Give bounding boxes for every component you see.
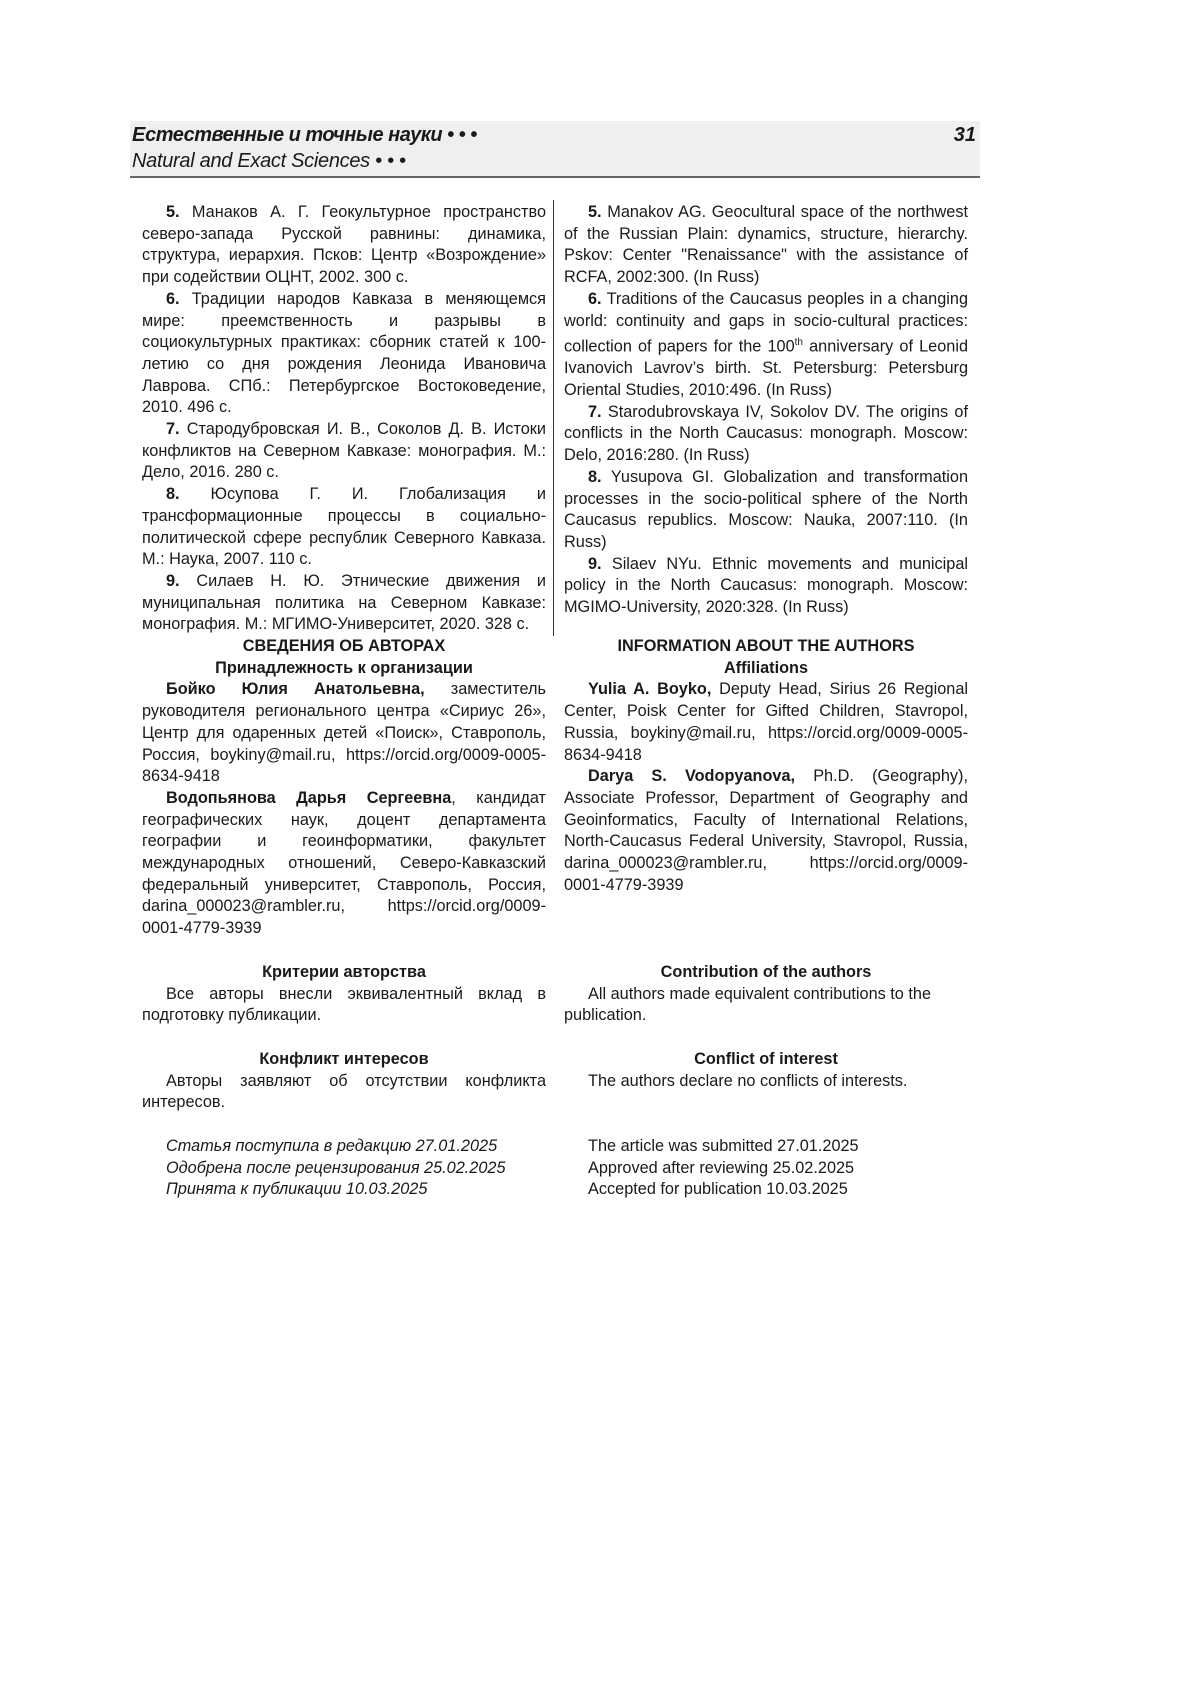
references-ru <box>142 202 546 636</box>
ref-number: 6. <box>166 290 180 308</box>
ref-text: Silaev NYu. Ethnic movements and municipal policy in the North Caucasus: monograph. Moscow: MGIMO-University, 2020:328. (In Russ) <box>564 555 968 616</box>
journal-page <box>0 0 1200 1697</box>
contribution-heading: Contribution of the authors <box>564 962 968 984</box>
ref-number: 7. <box>588 403 602 421</box>
author-name: Yulia A. Boyko, <box>588 680 711 698</box>
dates-ru <box>142 1136 546 1201</box>
section-title-en: Natural and Exact Sciences • • • <box>132 150 406 173</box>
author-name: Водопьянова Дарья Сергеевна <box>166 789 451 807</box>
ref-text: anniversary of Leonid Ivanovich Lavrov’s birth. St. Petersburg: Petersburg Oriental Studies, 2010:496. (In Russ) <box>564 338 968 399</box>
date-accepted: Принята к публикации 10.03.2025 <box>142 1179 546 1201</box>
ref-number: 9. <box>588 555 602 573</box>
ref-text: Стародубровская И. В., Соколов Д. В. Истоки конфликтов на Северном Кавказе: монография. М.: Дело, 2016. 280 с. <box>142 420 546 481</box>
ref-text: Силаев Н. Ю. Этнические движения и муниципальная политика на Северном Кавказе: монография. М.: МГИМО-Университет, 2020. 328 с. <box>142 572 546 633</box>
reference-item <box>142 202 546 289</box>
author-item <box>142 679 546 788</box>
ref-superscript: th <box>795 337 803 348</box>
ref-text: Юсупова Г. И. Глобализация и трансформационные процессы в социально-политической сфере республик Северного Кавказа. М.: Наука, 2007. 110 с. <box>142 485 546 568</box>
conflict-ru <box>142 1049 546 1114</box>
date-submitted: Статья поступила в редакцию 27.01.2025 <box>142 1136 546 1158</box>
author-details: Deputy Head, Sirius 26 Regional Center, Poisk Center for Gifted Children, Stavropol, Russia, boykiny@mail.ru, https://orcid.org/0009-0005-8634-9418 <box>564 680 968 763</box>
ref-text: Традиции народов Кавказа в меняющемся мире: преемственность и разрывы в социокультурных практиках: сборник статей к 100-летию со дня рождения Леонида Ивановича Лаврова. СПб.: Петербургское Востоковедение, 2010. 496 с. <box>142 290 546 417</box>
reference-item <box>142 289 546 419</box>
contribution-text: All authors made equivalent contributions to the publication. <box>564 984 968 1027</box>
reference-item <box>564 202 968 289</box>
author-name: Darya S. Vodopyanova, <box>588 767 795 785</box>
authors-heading: СВЕДЕНИЯ ОБ АВТОРАХ <box>142 636 546 658</box>
page-number: 31 <box>954 124 976 147</box>
reference-item <box>564 467 968 554</box>
author-details: Ph.D. (Geography), Associate Professor, Department of Geography and Geoinformatics, Faculty of International Relations, North-Caucasus Federal University, Stavropol, Russia, darina_000023@rambler.ru, https://orcid.org/0009-0001-4779-3939 <box>564 767 968 894</box>
conflict-text: Авторы заявляют об отсутствии конфликта интересов. <box>142 1071 546 1114</box>
conflict-heading: Conflict of interest <box>564 1049 968 1071</box>
conflict-heading: Конфликт интересов <box>142 1049 546 1071</box>
authors-en <box>564 636 968 896</box>
affiliations-heading: Принадлежность к организации <box>142 658 546 680</box>
reference-item <box>142 571 546 636</box>
ref-number: 8. <box>166 485 180 503</box>
ref-number: 6. <box>588 290 602 308</box>
section-title-ru: Естественные и точные науки • • • <box>132 124 477 147</box>
ref-number: 7. <box>166 420 180 438</box>
author-item <box>142 788 546 940</box>
contribution-en <box>564 962 968 1027</box>
date-approved: Одобрена после рецензирования 25.02.2025 <box>142 1158 546 1180</box>
ref-text: Traditions of the Caucasus peoples in a changing world: continuity and gaps in socio-cultural practices: collection of papers for the 100 <box>564 290 968 356</box>
column-divider <box>553 200 554 636</box>
ref-number: 9. <box>166 572 180 590</box>
authors-heading: INFORMATION ABOUT THE AUTHORS <box>564 636 968 658</box>
reference-item <box>142 419 546 484</box>
ref-text: Manakov AG. Geocultural space of the northwest of the Russian Plain: dynamics, structure, hierarchy. Pskov: Center "Renaissance" with the assistance of RCFA, 2002:300. (In Russ) <box>564 203 968 286</box>
contribution-ru <box>142 962 546 1027</box>
authors-ru <box>142 636 546 940</box>
date-approved: Approved after reviewing 25.02.2025 <box>564 1158 968 1180</box>
author-name: Бойко Юлия Анатольевна, <box>166 680 425 698</box>
affiliations-heading: Affiliations <box>564 658 968 680</box>
contribution-heading: Критерии авторства <box>142 962 546 984</box>
reference-item <box>564 554 968 619</box>
author-details: заместитель руководителя регионального центра «Сириус 26», Центр для одаренных детей «Поиск», Ставрополь, Россия, boykiny@mail.ru, https://orcid.org/0009-0005-8634-9418 <box>142 680 546 785</box>
conflict-en <box>564 1049 968 1092</box>
conflict-text: The authors declare no conflicts of interests. <box>564 1071 968 1093</box>
ref-number: 5. <box>166 203 180 221</box>
author-item <box>564 766 968 896</box>
reference-item <box>564 289 968 402</box>
reference-item <box>142 484 546 571</box>
author-item <box>564 679 968 766</box>
ref-text: Starodubrovskaya IV, Sokolov DV. The origins of conflicts in the North Caucasus: monograph. Moscow: Delo, 2016:280. (In Russ) <box>564 403 968 464</box>
ref-text: Манаков А. Г. Геокультурное пространство северо-запада Русской равнины: динамика, структура, иерархия. Псков: Центр «Возрождение» при содействии ОЦНТ, 2002. 300 с. <box>142 203 546 286</box>
author-details: , кандидат географических наук, доцент департамента географии и геоинформатики, факультет международных отношений, Северо-Кавказский федеральный университет, Ставрополь, Россия, darina_000023@rambler.ru, https://orcid.org/0009-0001-4779-3939 <box>142 789 546 937</box>
ref-number: 5. <box>588 203 602 221</box>
reference-item <box>564 402 968 467</box>
references-en <box>564 202 968 619</box>
dates-en <box>564 1136 968 1201</box>
ref-number: 8. <box>588 468 602 486</box>
running-header <box>130 121 980 178</box>
date-submitted: The article was submitted 27.01.2025 <box>564 1136 968 1158</box>
ref-text: Yusupova GI. Globalization and transformation processes in the socio-political sphere of the North Caucasus republics. Moscow: Nauka, 2007:110. (In Russ) <box>564 468 968 551</box>
date-accepted: Accepted for publication 10.03.2025 <box>564 1179 968 1201</box>
contribution-text: Все авторы внесли эквивалентный вклад в подготовку публикации. <box>142 984 546 1027</box>
